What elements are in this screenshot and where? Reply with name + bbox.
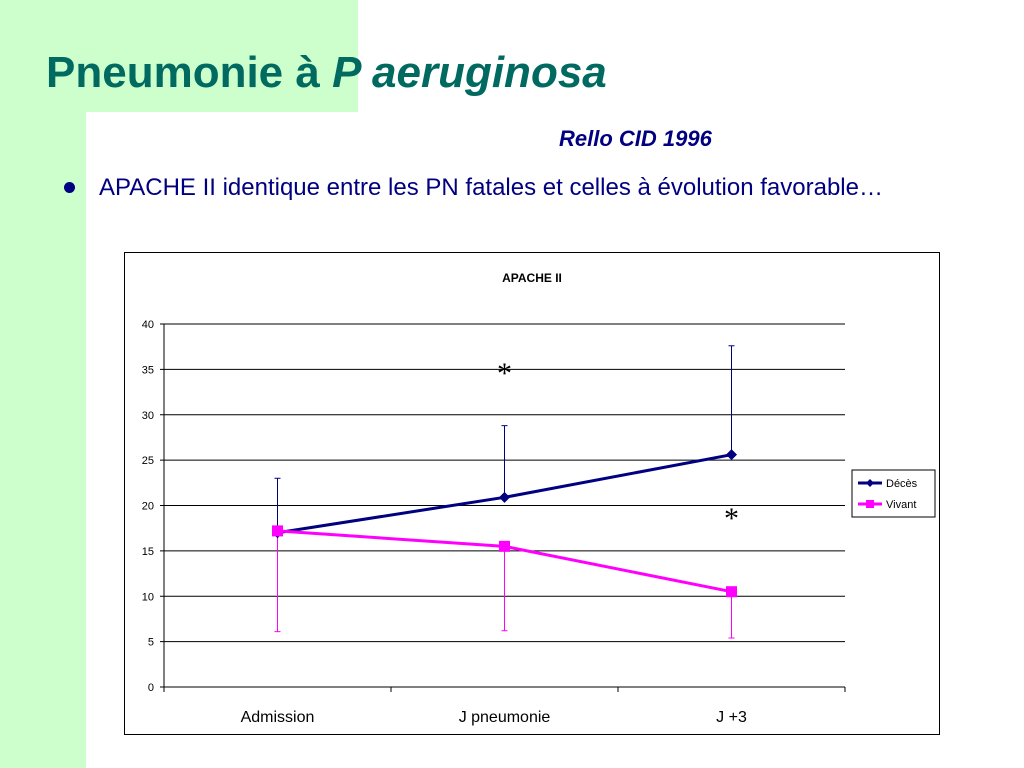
y-tick-label: 0: [147, 682, 154, 694]
legend-label: Vivant: [886, 499, 917, 511]
y-tick-label: 15: [141, 545, 154, 558]
y-tick-label: 20: [141, 500, 154, 513]
x-tick-label: J +3: [716, 709, 747, 726]
y-tick-label: 30: [141, 409, 154, 422]
bullet-icon: [64, 182, 75, 193]
slide-title-italic: P aeruginosa: [332, 48, 607, 97]
data-point: [499, 541, 510, 552]
legend-label: Décès: [886, 478, 918, 490]
y-tick-label: 40: [141, 319, 154, 331]
x-tick-label: J pneumonie: [458, 709, 551, 726]
data-point: [499, 492, 510, 503]
chart-title: APACHE II: [502, 271, 562, 285]
bullet-text: APACHE II identique entre les PN fatales et celles à évolution favorable…: [99, 174, 883, 201]
significance-marker: *: [497, 356, 512, 390]
y-tick-label: 5: [147, 636, 154, 649]
legend-marker: [866, 500, 874, 508]
apache-chart: [124, 252, 940, 735]
slide-title: [46, 48, 607, 98]
y-tick-label: 35: [141, 364, 154, 377]
background-green-strip: [0, 0, 86, 768]
y-tick-label: 25: [141, 455, 154, 468]
data-point: [726, 586, 737, 597]
data-point: [272, 525, 283, 536]
y-tick-label: 10: [141, 591, 154, 604]
data-point: [726, 449, 737, 460]
slide-title-main: Pneumonie à: [46, 48, 333, 97]
citation: Rello CID 1996: [559, 126, 712, 151]
x-tick-label: Admission: [240, 709, 315, 726]
significance-marker: *: [724, 502, 739, 536]
